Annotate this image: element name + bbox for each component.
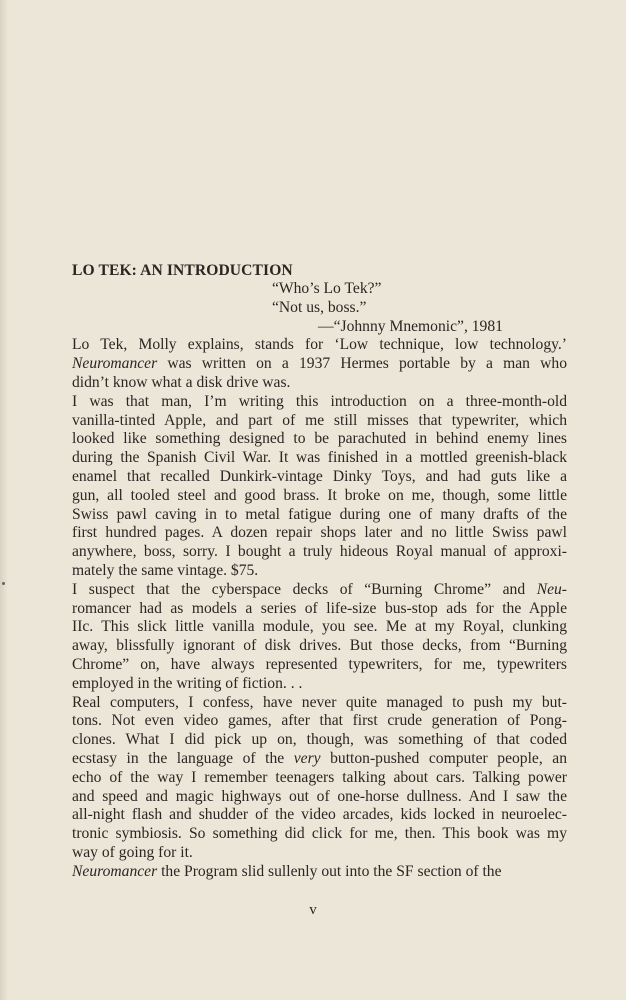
text-line: mately the same vintage. $75. <box>72 561 259 579</box>
paragraph <box>72 863 567 882</box>
epigraph-attribution: —“Johnny Mnemonic”, 1981 <box>318 317 503 335</box>
text-line: looked like something designed to be parachuted in behind enemy lines <box>72 430 567 448</box>
text-block <box>72 259 567 882</box>
text-line: and speed and magic highways out of one-horse dullness. And I saw the <box>72 787 567 805</box>
text-line: romancer had as models a series of life-size bus-stop ads for the Apple <box>72 599 567 617</box>
text-line: ecstasy in the language of the very button-pushed computer people, an <box>72 749 567 767</box>
body-text <box>72 336 567 881</box>
text-line: vanilla-tinted Apple, and part of me still misses that typewriter, which <box>72 411 567 429</box>
text-line: Swiss pawl caving in to metal fatigue during one of many drafts of the <box>72 505 567 523</box>
text-line: Real computers, I confess, have never quite managed to push my but- <box>72 693 567 711</box>
page-number: v <box>309 902 317 918</box>
text-line: away, blissfully ignorant of disk drives. But those decks, from “Burning <box>72 637 567 655</box>
text-line: enamel that recalled Dunkirk-vintage Dinky Toys, and had guts like a <box>72 467 567 485</box>
chapter-heading: LO TEK: AN INTRODUCTION <box>72 262 293 279</box>
margin-mark <box>2 582 5 585</box>
text-line: I was that man, I’m writing this introduction on a three-month-old <box>72 392 567 410</box>
text-line: gun, all tooled steel and good brass. It broke on me, though, some little <box>72 486 567 504</box>
text-line: tons. Not even video games, after that first crude generation of Pong- <box>72 712 567 730</box>
text-line: during the Spanish Civil War. It was finished in a mottled greenish-black <box>72 449 567 467</box>
text-line: employed in the writing of fiction. . . <box>72 674 303 692</box>
text-line: way of going for it. <box>72 843 193 861</box>
text-line: first hundred pages. A dozen repair shops later and no little Swiss pawl <box>72 524 567 542</box>
text-line: anywhere, boss, sorry. I bought a truly hideous Royal manual of approxi- <box>72 543 567 561</box>
epigraph-line-1: “Who’s Lo Tek?” <box>272 280 382 297</box>
text-line: tronic symbiosis. So something did click for me, then. This book was my <box>72 825 567 843</box>
text-line: Chrome” on, have always represented typewriters, for me, typewriters <box>72 655 567 673</box>
page-edge <box>0 0 8 1000</box>
text-line: clones. What I did pick up on, though, was something of that coded <box>72 731 567 749</box>
paragraph <box>72 336 567 392</box>
text-line: I suspect that the cyberspace decks of “Burning Chrome” and Neu- <box>72 580 567 598</box>
epigraph-line-2: “Not us, boss.” <box>272 298 367 316</box>
text-line: all-night flash and shudder of the video arcades, kids locked in neuroelec- <box>72 806 567 824</box>
text-line: echo of the way I remember teenagers talking about cars. Talking power <box>72 768 567 786</box>
text-line: IIc. This slick little vanilla module, you see. Me at my Royal, clunking <box>72 618 567 636</box>
text-line: Neuromancer the Program slid sullenly out into the SF section of the <box>72 862 502 880</box>
paragraph <box>72 393 567 581</box>
paragraph <box>72 694 567 863</box>
paragraph <box>72 581 567 694</box>
text-line: didn’t know what a disk drive was. <box>72 373 291 391</box>
text-line: Neuromancer was written on a 1937 Hermes portable by a man who <box>72 355 567 373</box>
text-line: Lo Tek, Molly explains, stands for ‘Low technique, low technology.’ <box>72 336 567 354</box>
